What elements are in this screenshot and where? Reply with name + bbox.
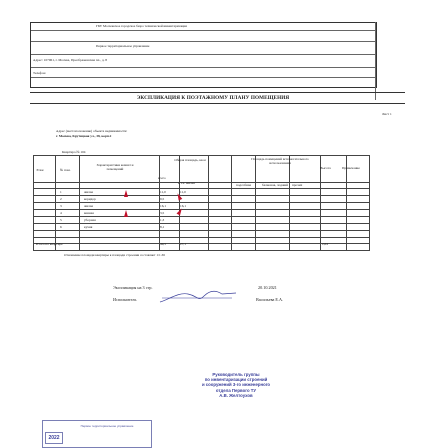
table-vline (159, 155, 160, 250)
row-room-name: жилая (84, 204, 93, 208)
table-hline (33, 250, 370, 251)
sub-col-total: всего (158, 176, 166, 180)
col-characteristics: Характеристики комнат и помещений (96, 163, 134, 171)
row-area: 1,3 (160, 218, 165, 222)
red-arrow-marker (124, 190, 128, 197)
table-footnote: Отношение площади квартиры к площади строения составляет 1/1.36 (64, 253, 165, 257)
row-room-name: жилая (84, 190, 93, 194)
col-height: Высота (320, 166, 331, 170)
row-room-name: коридор (84, 197, 96, 201)
row-area: 16,1 (160, 204, 166, 208)
row-area: 9,5 (160, 197, 165, 201)
object-address-label: Адрес (местоположение) объекта недвижимости: (56, 129, 128, 133)
copies-note: Экспликация на 3 стр. (113, 285, 153, 290)
sub-col-balcony: балконов, лоджий (262, 183, 288, 187)
executor-name: Васильева Е.А. (256, 297, 284, 302)
row-room-name: уборная (84, 218, 96, 222)
room-height: 2,64 (322, 242, 328, 246)
approval-stamp (175, 372, 297, 398)
row-room-name: кухня (84, 225, 93, 229)
corner-stamp (42, 420, 152, 448)
header-dept: Первое территориальное управление (96, 44, 150, 48)
row-room-number: 1 (60, 190, 62, 194)
corner-year: 2022 (45, 432, 63, 444)
total-label: Итого по квартире (36, 242, 63, 246)
row-area: 8,1 (160, 225, 165, 229)
row-room-number: 2 (60, 197, 62, 201)
stamp-line: Руководитель группы (212, 372, 260, 377)
stamp-line: по инвентаризации строений (204, 377, 268, 383)
header-org: ГБУ Московское городское бюро технической инвентаризации (96, 24, 187, 28)
header-address: Адрес: 107061, г. Москва, Преображенская пл., д. 8 (33, 58, 108, 62)
row-room-number: 5 (60, 218, 62, 222)
col-total-area: Общая площадь, кв.м (174, 158, 206, 162)
document-title: ЭКСПЛИКАЦИЯ К ПОЭТАЖНОМУ ПЛАНУ ПОМЕЩЕНИЯ (136, 95, 290, 101)
row-room-number: 6 (60, 225, 62, 229)
row-room-number: 3 (60, 204, 62, 208)
sign-date: 20.10.2021 (258, 285, 277, 290)
signature-scribble (158, 288, 238, 304)
object-address: г. Москва, Крутицкая ул., 38, корп.2 (56, 134, 112, 138)
table-vline (369, 155, 370, 250)
red-arrow-marker (124, 210, 128, 217)
sub-col-other: прочих (292, 183, 303, 187)
row-area: 11,0 (160, 190, 166, 194)
row-area: 3,5 (160, 211, 165, 215)
row-live-area: 11,0 (180, 190, 186, 194)
total-area: 49,5 (160, 242, 166, 246)
stamp-line: А.В. Желтоухов (219, 392, 253, 398)
header-phone: Телефон (33, 71, 46, 75)
table-vline (55, 155, 56, 250)
stamp-line: отдела Первого ТУ (215, 387, 257, 393)
sheet-label: Лист 1 (382, 112, 392, 116)
table-vline (208, 155, 209, 250)
col-note: Примечание (342, 166, 360, 170)
col-aux-area: Площадь помещений вспомогательного использования (251, 157, 309, 165)
stamp-line: и сооружений 3-го инженерного (201, 382, 271, 388)
row-live-area: 16,1 (180, 204, 186, 208)
table-vline (79, 155, 80, 250)
header-frame (30, 22, 377, 88)
table-vline (255, 155, 256, 250)
table-vline (33, 155, 34, 250)
header-right-column (375, 22, 406, 100)
executor-label: Исполнитель (113, 297, 137, 302)
row-room-number: 4 (60, 211, 62, 215)
table-vline (231, 155, 232, 250)
table-vline (289, 155, 290, 250)
corner-text: Первое территориальное управление (80, 424, 134, 428)
total-live-area: 27,1 (180, 242, 186, 246)
col-room-number: № пом. (60, 168, 71, 172)
row-room-name: ванная (84, 211, 94, 215)
apartment-number: Квартира № 104 (62, 150, 86, 154)
table-vline (179, 155, 180, 250)
sub-col-aux: подсобная (236, 183, 251, 187)
col-floor: Этаж (36, 168, 44, 172)
sub-col-live: в т.ч. жилая (178, 181, 195, 185)
